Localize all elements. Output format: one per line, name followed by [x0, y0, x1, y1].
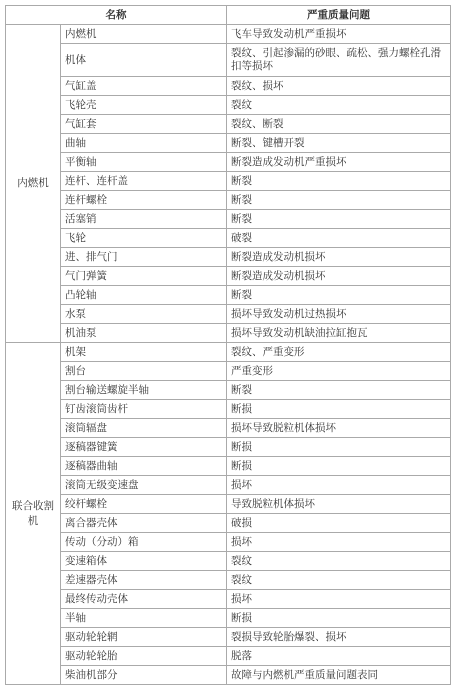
- table-row: [6, 495, 451, 514]
- issue-cell: 断裂: [227, 210, 451, 229]
- part-name-cell: 气缸盖: [61, 77, 227, 96]
- issue-cell: 断损: [227, 400, 451, 419]
- part-name-cell: 平衡轴: [61, 153, 227, 172]
- table-row: [6, 609, 451, 628]
- part-name-cell: 活塞销: [61, 210, 227, 229]
- part-name-cell: 曲轴: [61, 134, 227, 153]
- part-name-cell: 割台输送螺旋半轴: [61, 381, 227, 400]
- table-body: [6, 25, 451, 685]
- issue-cell: 断裂: [227, 381, 451, 400]
- table-row: [6, 248, 451, 267]
- part-name-cell: 气缸套: [61, 115, 227, 134]
- issue-cell: 故障与内燃机严重质量问题表同: [227, 666, 451, 685]
- issue-cell: 断损: [227, 457, 451, 476]
- issue-cell: 裂纹: [227, 571, 451, 590]
- part-name-cell: 驱动轮轮辋: [61, 628, 227, 647]
- table-row: [6, 305, 451, 324]
- part-name-cell: 半轴: [61, 609, 227, 628]
- part-name-cell: 钉齿滚筒齿杆: [61, 400, 227, 419]
- category-label: 内燃机: [17, 177, 49, 189]
- table-row: [6, 25, 451, 44]
- part-name-cell: 连杆螺栓: [61, 191, 227, 210]
- issue-cell: 破裂: [227, 229, 451, 248]
- issue-cell: 导致脱粒机体损坏: [227, 495, 451, 514]
- issue-cell: 裂损导致轮胎爆裂、损坏: [227, 628, 451, 647]
- issue-cell: 损坏导致脱粒机体损坏: [227, 419, 451, 438]
- table-row: [6, 191, 451, 210]
- part-name-cell: 逐稿器曲轴: [61, 457, 227, 476]
- table-row: [6, 381, 451, 400]
- part-name-cell: 进、排气门: [61, 248, 227, 267]
- table-row: [6, 514, 451, 533]
- part-name-cell: 滚筒无级变速盘: [61, 476, 227, 495]
- part-name-cell: 凸轮轴: [61, 286, 227, 305]
- issue-cell: 飞车导致发动机严重损坏: [227, 25, 451, 44]
- part-name-cell: 最终传动壳体: [61, 590, 227, 609]
- issue-cell: 断裂造成发动机损坏: [227, 248, 451, 267]
- issue-cell: 断裂、键槽开裂: [227, 134, 451, 153]
- table-row: [6, 571, 451, 590]
- table-row: [6, 628, 451, 647]
- table-row: [6, 44, 451, 77]
- issue-cell: 裂纹: [227, 552, 451, 571]
- header-name: 名称: [6, 6, 227, 25]
- table-row: [6, 77, 451, 96]
- issue-cell: 断裂: [227, 191, 451, 210]
- part-name-cell: 滚筒辐盘: [61, 419, 227, 438]
- category-cell: [6, 25, 61, 343]
- table-row: [6, 419, 451, 438]
- header-issue: 严重质量问题: [227, 6, 451, 25]
- table-row: [6, 590, 451, 609]
- part-name-cell: 逐稿器键簧: [61, 438, 227, 457]
- table-row: [6, 96, 451, 115]
- table-row: [6, 115, 451, 134]
- part-name-cell: 飞轮壳: [61, 96, 227, 115]
- issue-cell: 裂纹、损坏: [227, 77, 451, 96]
- table-row: [6, 343, 451, 362]
- table-row: [6, 229, 451, 248]
- part-name-cell: 飞轮: [61, 229, 227, 248]
- table-row: [6, 267, 451, 286]
- header-row: [6, 6, 451, 25]
- issue-cell: 损坏: [227, 476, 451, 495]
- table-row: [6, 134, 451, 153]
- part-name-cell: 气门弹簧: [61, 267, 227, 286]
- table-row: [6, 362, 451, 381]
- quality-table-container: [5, 5, 450, 685]
- issue-cell: 损坏导致发动机缺油拉缸抱瓦: [227, 324, 451, 343]
- issue-cell: 裂纹、引起渗漏的砂眼、疏松、强力螺栓孔滑扣等损坏: [227, 44, 451, 77]
- issue-cell: 裂纹、断裂: [227, 115, 451, 134]
- issue-cell: 损坏: [227, 590, 451, 609]
- issue-cell: 断裂造成发动机严重损坏: [227, 153, 451, 172]
- table-row: [6, 457, 451, 476]
- part-name-cell: 驱动轮轮胎: [61, 647, 227, 666]
- table-row: [6, 324, 451, 343]
- part-name-cell: 机架: [61, 343, 227, 362]
- issue-cell: 断损: [227, 609, 451, 628]
- part-name-cell: 差速器壳体: [61, 571, 227, 590]
- part-name-cell: 绞杆螺栓: [61, 495, 227, 514]
- table-row: [6, 476, 451, 495]
- issue-cell: 裂纹、严重变形: [227, 343, 451, 362]
- issue-cell: 断裂造成发动机损坏: [227, 267, 451, 286]
- part-name-cell: 变速箱体: [61, 552, 227, 571]
- part-name-cell: 机体: [61, 44, 227, 77]
- issue-cell: 断裂: [227, 286, 451, 305]
- part-name-cell: 内燃机: [61, 25, 227, 44]
- part-name-cell: 割台: [61, 362, 227, 381]
- part-name-cell: 传动（分动）箱: [61, 533, 227, 552]
- issue-cell: 脱落: [227, 647, 451, 666]
- table-row: [6, 172, 451, 191]
- category-cell: [6, 343, 61, 685]
- table-row: [6, 210, 451, 229]
- issue-cell: 损坏导致发动机过热损坏: [227, 305, 451, 324]
- part-name-cell: 柴油机部分: [61, 666, 227, 685]
- quality-issue-table: [5, 5, 451, 685]
- table-row: [6, 666, 451, 685]
- issue-cell: 严重变形: [227, 362, 451, 381]
- table-row: [6, 400, 451, 419]
- part-name-cell: 水泵: [61, 305, 227, 324]
- issue-cell: 断损: [227, 438, 451, 457]
- part-name-cell: 离合器壳体: [61, 514, 227, 533]
- table-row: [6, 286, 451, 305]
- table-row: [6, 153, 451, 172]
- issue-cell: 损坏: [227, 533, 451, 552]
- category-label: 联合收割机: [12, 499, 54, 527]
- part-name-cell: 机油泵: [61, 324, 227, 343]
- issue-cell: 裂纹: [227, 96, 451, 115]
- table-row: [6, 438, 451, 457]
- table-header: [6, 6, 451, 25]
- issue-cell: 断裂: [227, 172, 451, 191]
- table-row: [6, 647, 451, 666]
- table-row: [6, 552, 451, 571]
- part-name-cell: 连杆、连杆盖: [61, 172, 227, 191]
- issue-cell: 破损: [227, 514, 451, 533]
- table-row: [6, 533, 451, 552]
